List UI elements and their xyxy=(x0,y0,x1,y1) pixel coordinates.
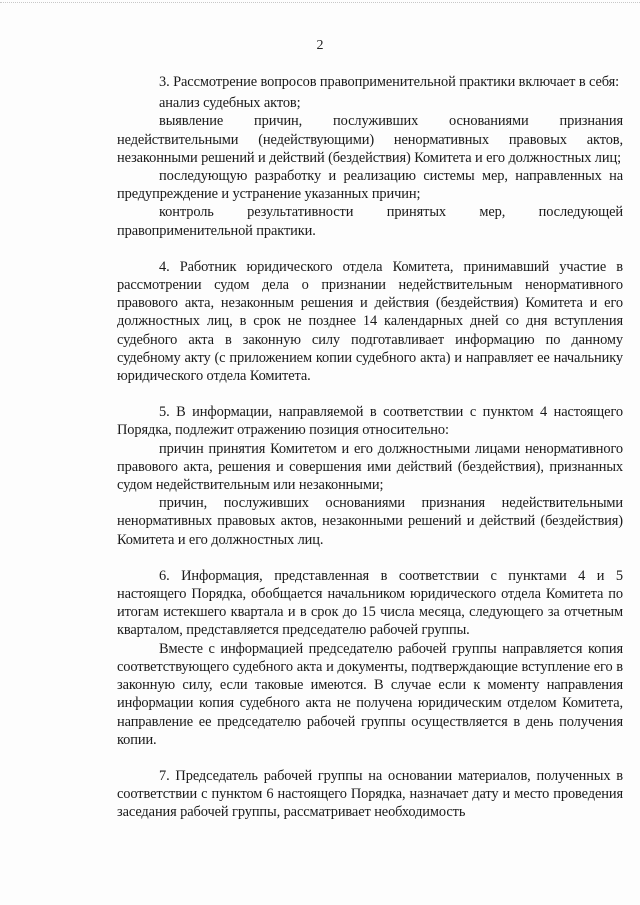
paragraph-7: 7. Председатель рабочей группы на основании материалов, полученных в соответствии с пунктом 6 настоящего Порядка, назначает дату и место проведения заседания рабочей группы, рассматривает необходимость xyxy=(117,767,623,821)
paragraph-5-item-reasons: причин принятия Комитетом и его должностными лицами ненормативного правового акта, решения и совершения ими действий (бездействия), признанных судом недействительным или незаконными; xyxy=(117,440,623,494)
paragraph-5-intro: 5. В информации, направляемой в соответствии с пунктом 4 настоящего Порядка, подлежит отражению позиция относительно: xyxy=(117,404,623,439)
document-body xyxy=(117,73,623,822)
paragraph-3-item-causes: выявление причин, послуживших основаниями признания недействительными (недействующими) ненормативных правовых актов, незаконными решений и действий (бездействия) Комитета и его должностных лиц; xyxy=(117,113,623,166)
scan-edge-dots xyxy=(0,2,640,9)
page-number: 2 xyxy=(316,38,324,53)
paragraph-3-intro: 3. Рассмотрение вопросов правоприменительной практики включает в себя: xyxy=(159,74,620,90)
paragraph-6-continued: Вместе с информацией председателю рабочей группы направляется копия соответствующего судебного акта и документы, подтверждающие вступление его в законную силу, если таковые имеются. В случае если к моменту направления информации копия судебного акта не получена юридическим отделом Комитета, направление ее председателю рабочей группы осуществляется в день получения копии. xyxy=(117,640,623,748)
paragraph-5-item-grounds: причин, послуживших основаниями признания недействительными ненормативных правовых актов, незаконными решений и действий (бездействия) Комитета и его должностных лиц. xyxy=(117,495,623,548)
paragraph-3-item-control: контроль результативности принятых мер, последующей правоприменительной практики. xyxy=(117,204,623,239)
paragraph-3-item-measures: последующую разработку и реализацию системы мер, направленных на предупреждение и устранение указанных причин; xyxy=(117,168,623,203)
paragraph-3-item-analysis: анализ судебных актов; xyxy=(159,95,301,112)
paragraph-4: 4. Работник юридического отдела Комитета, принимавший участие в рассмотрении судом дела о признании недействительным ненормативного правового акта, незаконным решения и действия (бездействия) Комитета и его должностных лиц, в срок не позднее 14 календарных дней со дня вступления судебного акта в законную силу подготавливает информацию по данному судебному акту (с приложением копии судебного акта) и направляет ее начальнику юридического отдела Комитета. xyxy=(117,258,623,385)
paragraph-6: 6. Информация, представленная в соответствии с пунктами 4 и 5 настоящего Порядка, обобщается начальником юридического отдела Комитета по итогам истекшего квартала и в срок до 15 числа месяца, следующего за отчетным кварталом, представляется председателю рабочей группы. xyxy=(117,567,623,639)
